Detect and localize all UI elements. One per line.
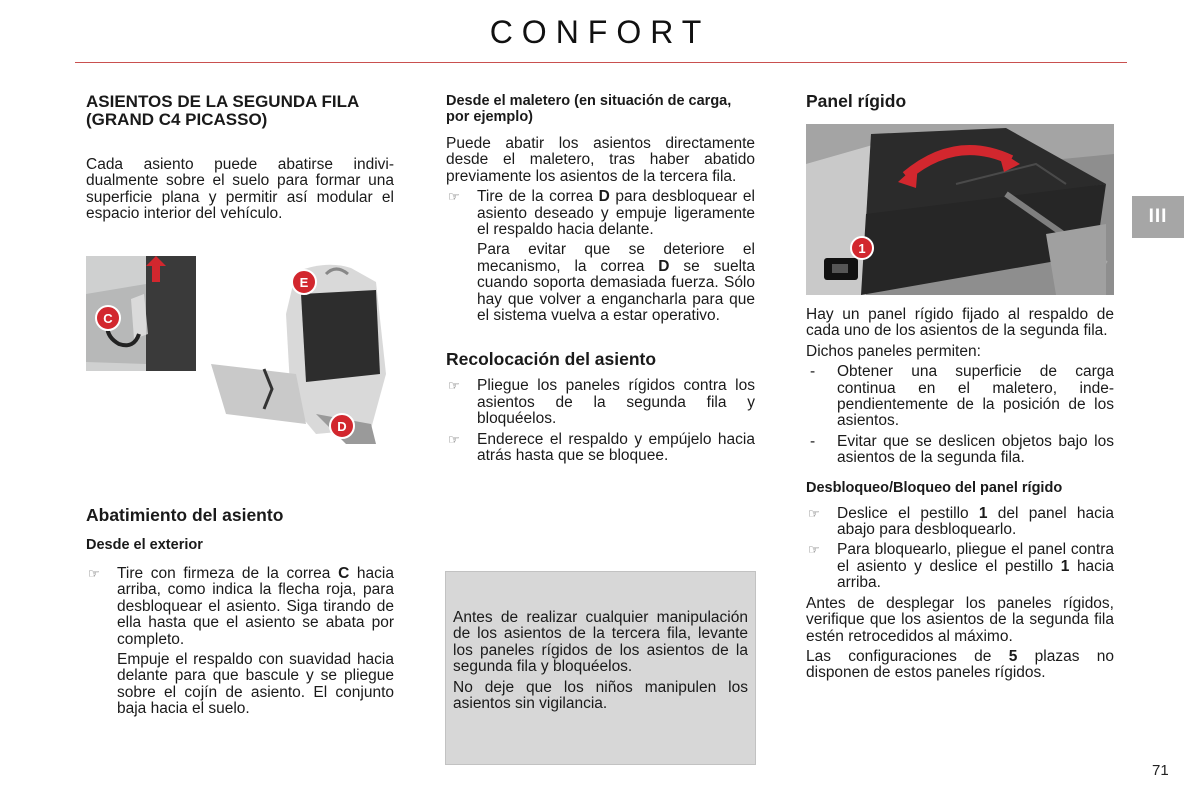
hand-pointer-icon: ☞: [88, 566, 100, 581]
section-title-recolocacion: Recolocación del asiento: [446, 349, 657, 370]
paragraph: Empuje el respaldo con suavidad hacia delante para que bascule y se pliegue sobre el cojín de asiento. El conjunto baja hacia el suelo.: [117, 651, 394, 718]
paragraph: Para evitar que se deteriore el mecanismo, la correa D se suelta cuando soporta demasiada fuerza. Sólo hay que volver a engancharla para que el sistema vuelva a estar operativo.: [477, 241, 755, 325]
bullet-item: ☞ Deslice el pestillo 1 del panel hacia abajo para desbloquearlo.: [808, 504, 1114, 539]
hand-pointer-icon: ☞: [808, 505, 820, 521]
label-d: D: [337, 419, 347, 434]
seat-strap-photo: [86, 254, 394, 450]
hand-pointer-icon: ☞: [808, 542, 820, 558]
page-title: CONFORT: [489, 14, 711, 50]
note-paragraph: No deje que los niños manipulen los asientos sin vigilancia.: [453, 678, 748, 713]
column-left-lower: [86, 506, 394, 722]
hand-pointer-icon: ☞: [448, 431, 460, 447]
section-title-panel-rigido: Panel rígido: [806, 91, 907, 111]
bullet-item: ☞ Tire de la correa D para desbloquear el asiento deseado y empuje ligeramente el respaldo hacia delante.: [448, 188, 755, 239]
column-right-lower: [806, 307, 1114, 686]
dash-item: - Evitar que se deslicen objetos bajo los asientos de la segunda fila.: [810, 432, 1114, 467]
intro-paragraph: Puede abatir los asientos directamente desde el maletero, tras haber abatido previamente los asientos de la tercera fila.: [446, 135, 755, 185]
subheading-desde-maletero: Desde el maletero (en situación de carga, por ejemplo): [446, 93, 732, 125]
bullet-item: ☞ Para bloquearlo, pliegue el panel contra el asiento y deslice el pestillo 1 hacia arriba.: [808, 541, 1114, 592]
rigid-panel-photo: [806, 124, 1114, 295]
intro-paragraph: Hay un panel rígido fijado al respaldo de cada uno de los asientos de la segunda fila.: [806, 306, 1114, 340]
column-middle: [446, 93, 755, 469]
paragraph: Las configuraciones de 5 plazas no disponen de estos paneles rígidos.: [806, 647, 1114, 682]
section-heading: ASIENTOS DE LA SEGUNDA FILA (GRAND C4 PICASSO): [86, 92, 359, 129]
bullet-item: ☞ Enderece el respaldo y empújelo hacia atrás hasta que se bloquee.: [448, 430, 755, 465]
note-paragraph: Antes de realizar cualquier manipulación de los asientos de la tercera fila, levante los paneles rígidos de los asientos de la segunda fila y bloquéelos.: [453, 609, 748, 676]
bullet-item: ☞ Pliegue los paneles rígidos contra los asientos de la segunda fila y bloquéelos.: [448, 377, 755, 428]
page-number: 71: [1152, 762, 1169, 779]
label-c: C: [103, 311, 113, 326]
chapter-tab[interactable]: III: [1132, 196, 1184, 238]
paragraph: Dichos paneles permiten:: [806, 342, 981, 360]
column-right: [806, 92, 1114, 111]
title-divider: [75, 62, 1127, 63]
dash-item: - Obtener una superficie de carga continua en el maletero, independientemente de la posición de los asientos.: [810, 363, 1114, 430]
paragraph: Antes de desplegar los paneles rígidos, verifique que los asientos de la segunda fila estén retrocedidos al máximo.: [806, 594, 1114, 645]
section-title-abatimiento: Abatimiento del asiento: [86, 505, 284, 525]
hand-pointer-icon: ☞: [448, 189, 460, 205]
subheading-desbloqueo: Desbloqueo/Bloqueo del panel rígido: [806, 479, 1063, 496]
subheading-desde-exterior: Desde el exterior: [86, 537, 203, 553]
column-left: [86, 93, 394, 227]
label-e: E: [299, 275, 309, 290]
label-1: 1: [858, 241, 866, 256]
intro-paragraph: Cada asiento puede abatirse individualmente sobre el suelo para formar una superficie plana y permitir así modular el espacio interior del vehículo.: [86, 156, 394, 223]
bullet-item: ☞ Tire con firmeza de la correa C hacia arriba, como indica la flecha roja, para desbloquear el asiento. Siga tirando de ella hasta que el asiento se abata por completo.: [88, 565, 394, 648]
warning-note-box: [445, 571, 756, 765]
hand-pointer-icon: ☞: [448, 378, 460, 394]
